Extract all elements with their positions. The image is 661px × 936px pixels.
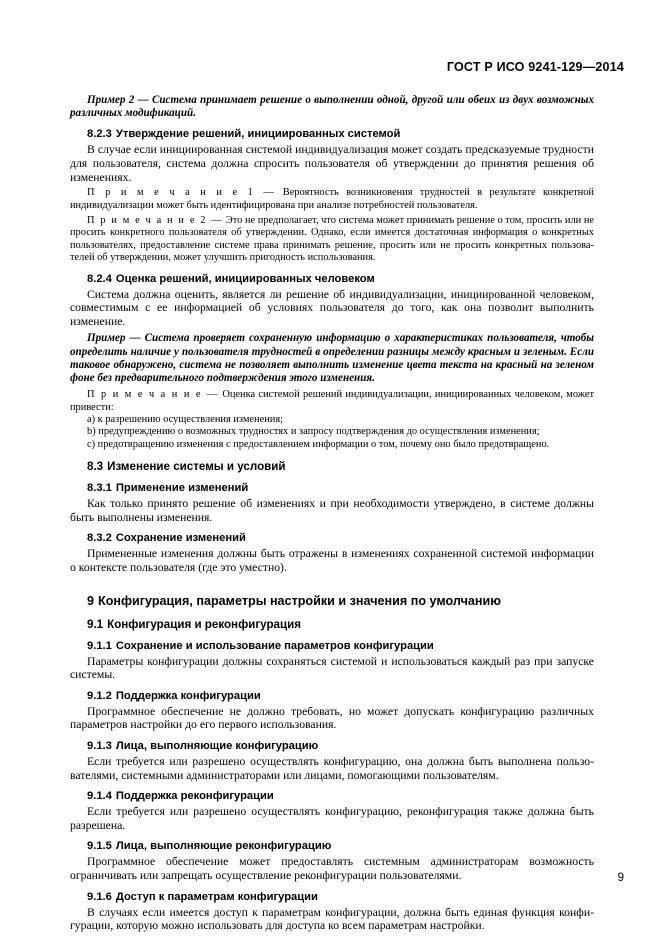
note-paragraph [70, 389, 594, 414]
body-paragraph: Примененные изменения должны быть отражены в изменениях сохраненной системой информации о контексте пользователя (где это уместно). [70, 547, 594, 575]
note-label: П р и м е ч а н и е — [87, 389, 220, 401]
body-paragraph: Программное обеспечение не должно требовать, но может допускать конфигурацию различных параметров настройки до его первого использования. [70, 704, 594, 732]
body-paragraph: Как только принято решение об изменениях и при необходимости утверждено, в системе должны быть выполнены изменения. [70, 497, 594, 524]
body-paragraph: В случае если инициированная системой индивидуализация может создать предсказуемые трудности для пользователя, система должна спросить пользователя об утверждении до принятия решения об изменениях. [70, 143, 594, 184]
section-heading-8-3-2 [70, 531, 594, 545]
body-paragraph: Система должна оценить, является ли решение об индивидуализации, инициированной человеком, совместимым с ее информацией об условиях пользователя до того, как она позволит выполнить изменение. [70, 287, 594, 328]
note-paragraph [70, 187, 594, 212]
note-label: П р и м е ч а н и е 2 — [87, 215, 224, 226]
body-paragraph: Параметры конфигурации должны сохраняться системой и использоваться каждый раз при запуске системы. [70, 654, 594, 682]
section-heading-9 [70, 593, 594, 609]
section-heading-9-1-5 [70, 839, 594, 853]
note-paragraph [70, 215, 594, 265]
section-heading-9-1-6 [70, 890, 594, 904]
body-paragraph: Программное обеспечение может предоставлять системным администраторам возможность ограничивать или запрещать осуществление реконфигурации пользователями. [70, 855, 594, 882]
section-heading-8-2-3 [70, 127, 594, 141]
document-header: ГОСТ Р ИСО 9241-129—2014 [446, 60, 624, 74]
document-body [70, 90, 594, 933]
section-title: Сохранение изменений [115, 532, 246, 545]
section-heading-8-3-1 [70, 481, 594, 495]
section-title: Лица, выполняющие конфигурацию [115, 740, 319, 752]
section-heading-9-1 [70, 618, 594, 632]
section-number: 9.1.2 [87, 689, 112, 702]
body-paragraph: Если требуется или разрешено осуществлять конфигурацию, она должна быть выполнена пользователями, системными администраторами или лицами, помогающими пользователям. [70, 755, 594, 782]
section-heading-9-1-2 [70, 689, 594, 703]
section-title: Сохранение и использование параметров конфигурации [115, 639, 434, 652]
section-number: 9.1 [87, 617, 104, 631]
section-heading-9-1-4 [70, 789, 594, 803]
page-number: 9 [617, 872, 624, 884]
section-title: Доступ к параметрам конфигурации [115, 890, 318, 903]
note-text: Это не предполагает, что система может принимать решение о том, просить или не просить конкретного пользователя об утверждении. Однако, если имеется достаточная информация о конкретных пользователях, предоставление системе права принимать решение, просить или не просить конкретных пользователей об утверждении, может улучшить пригодность использования. [70, 215, 594, 264]
note-list-item: c) предотвращению изменения с предоставлением информации о том, почему оно было предотвращено. [87, 438, 550, 450]
section-number: 9.1.6 [87, 890, 112, 903]
section-number: 8.2.4 [87, 272, 112, 285]
note-text: Оценка системой решений индивидуализации, инициированных человеком, может привести: [70, 389, 594, 413]
example-paragraph: Пример — Система проверяет сохраненную информацию о характеристиках пользователя, чтобы определить наличие у пользователя трудностей в определении разницы между красным и зеленым. Если таковое обнаружено, система не позволяет выполнить изменение цвета текста на красный на зеленом фоне без предварительного подтверждения этого изменения. [70, 332, 594, 385]
section-number: 8.3.2 [87, 532, 112, 545]
note-text: Вероятность возникновения трудностей в результате конкретной индивидуализации может быть идентифицирована при анализе потребностей пользователя. [70, 187, 594, 211]
section-number: 8.3 [87, 460, 104, 474]
body-paragraph: Если требуется или разрешено осуществлять конфигурацию, реконфигурация также должна быть разрешена. [70, 805, 594, 832]
section-title: Изменение системы и условий [107, 460, 286, 474]
section-title: Поддержка реконфигурации [115, 790, 274, 803]
example-paragraph: Пример 2 — Система принимает решение о выполнении одной, другой или обеих из двух возможных различных модификаций. [70, 94, 594, 120]
section-number: 8.2.3 [87, 128, 112, 141]
section-title: Лица, выполняющие реконфигурацию [115, 840, 332, 853]
section-number: 8.3.1 [87, 482, 112, 495]
section-number: 9.1.1 [87, 639, 112, 652]
note-label: П р и м е ч а н и е 1 — [87, 187, 276, 199]
section-title: Поддержка конфигурации [115, 689, 261, 702]
section-title: Применение изменений [115, 482, 249, 495]
section-title: Утверждение решений, инициированных системой [115, 128, 401, 141]
body-paragraph: В случаях если имеется доступ к параметрам конфигурации, должна быть единая функция конфигурации, которую можно использовать для доступа ко всем параметрам настройки. [70, 905, 594, 933]
section-number: 9.1.5 [87, 840, 112, 853]
section-heading-8-2-4 [70, 272, 594, 286]
note-list-item: a) к разрешению осуществления изменения; [87, 414, 284, 426]
section-title: Конфигурация, параметры настройки и значения по умолчанию [98, 593, 501, 608]
section-heading-9-1-3 [70, 739, 594, 753]
section-title: Оценка решений, инициированных человеком [115, 272, 375, 285]
note-list-item: b) предупреждению о возможных трудностях и запросу подтверждения до осуществления изменения; [87, 426, 540, 438]
section-number: 9 [87, 593, 95, 608]
section-heading-8-3 [70, 460, 594, 474]
section-heading-9-1-1 [70, 639, 594, 653]
section-title: Конфигурация и реконфигурация [107, 617, 302, 631]
section-number: 9.1.4 [87, 790, 112, 803]
section-number: 9.1.3 [87, 740, 112, 752]
